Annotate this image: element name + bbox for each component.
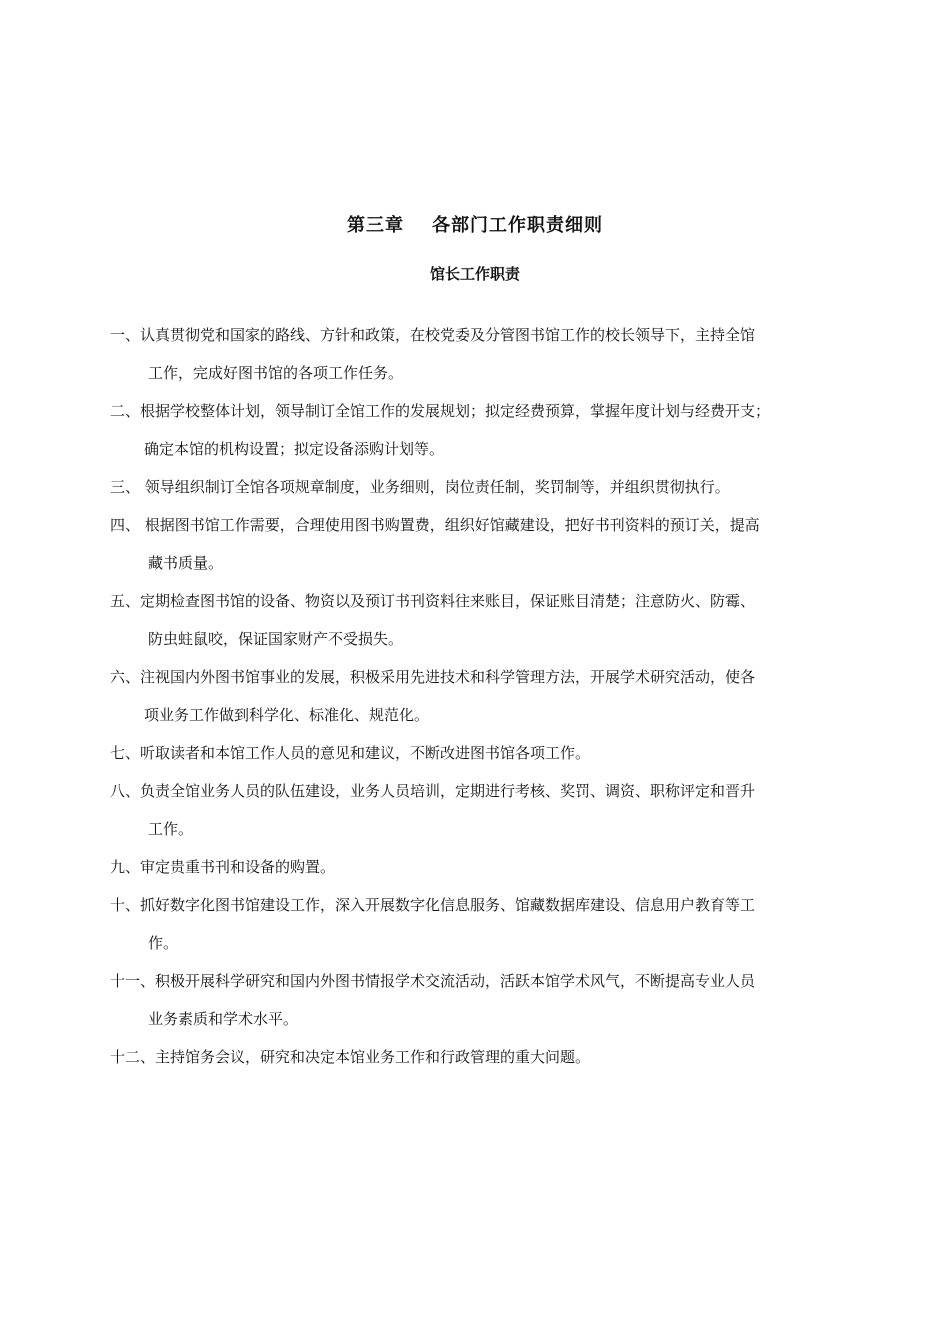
duty-text: 七、听取读者和本馆工作人员的意见和建议，不断改进图书馆各项工作。 [110, 744, 591, 762]
chapter-label: 第三章 [347, 215, 404, 236]
list-item [110, 848, 850, 886]
duty-text: 十、抓好数字化图书馆建设工作，深入开展数字化信息服务、馆藏数据库建设、信息用户教育等工 [110, 896, 756, 914]
duty-text: 三、 领导组织制订全馆各项规章制度，业务细则，岗位责任制，奖罚制等，并组织贯彻执行。 [110, 478, 730, 496]
duty-text-continued: 确定本馆的机构设置；拟定设备添购计划等。 [144, 440, 445, 458]
list-item [110, 734, 850, 772]
duty-list [110, 316, 850, 1076]
duty-text: 九、审定贵重书刊和设备的购置。 [110, 858, 336, 876]
list-item [110, 582, 850, 658]
duty-text-continued: 藏书质量。 [148, 554, 224, 572]
list-item [110, 886, 850, 962]
chapter-title [0, 212, 950, 240]
list-item [110, 506, 850, 582]
section-title: 馆长工作职责 [429, 265, 520, 283]
duty-text-continued: 工作。 [148, 820, 194, 838]
list-item [110, 658, 850, 734]
duty-text: 六、注视国内外图书馆事业的发展，积极采用先进技术和科学管理方法，开展学术研究活动，使各 [110, 668, 756, 686]
duty-text-continued: 项业务工作做到科学化、标准化、规范化。 [144, 706, 430, 724]
duty-text-continued: 防虫蛀鼠咬，保证国家财产不受损失。 [148, 630, 404, 648]
duty-text: 二、根据学校整体计划，领导制订全馆工作的发展规划；拟定经费预算，掌握年度计划与经费开支； [110, 402, 771, 420]
list-item [110, 468, 850, 506]
list-item [110, 1038, 850, 1076]
chapter-heading: 各部门工作职责细则 [432, 215, 603, 236]
list-item [110, 772, 850, 848]
duty-text-continued: 工作，完成好图书馆的各项工作任务。 [148, 364, 404, 382]
duty-text: 十二、主持馆务会议，研究和决定本馆业务工作和行政管理的重大问题。 [110, 1048, 591, 1066]
list-item [110, 962, 850, 1038]
duty-text: 四、 根据图书馆工作需要，合理使用图书购置费，组织好馆藏建设，把好书刊资料的预订关，提高 [110, 516, 760, 534]
duty-text-continued: 业务素质和学术水平。 [148, 1010, 299, 1028]
duty-text-continued: 作。 [148, 934, 179, 952]
duty-text: 十一、积极开展科学研究和国内外图书情报学术交流活动，活跃本馆学术风气，不断提高专业人员 [110, 972, 756, 990]
duty-text: 五、定期检查图书馆的设备、物资以及预订书刊资料往来账目，保证账目清楚；注意防火、防霉、 [110, 592, 756, 610]
list-item [110, 392, 850, 468]
list-item [110, 316, 850, 392]
duty-text: 八、负责全馆业务人员的队伍建设，业务人员培训，定期进行考核、奖罚、调资、职称评定和晋升 [110, 782, 756, 800]
duty-text: 一、认真贯彻党和国家的路线、方针和政策，在校党委及分管图书馆工作的校长领导下，主持全馆 [110, 326, 756, 344]
